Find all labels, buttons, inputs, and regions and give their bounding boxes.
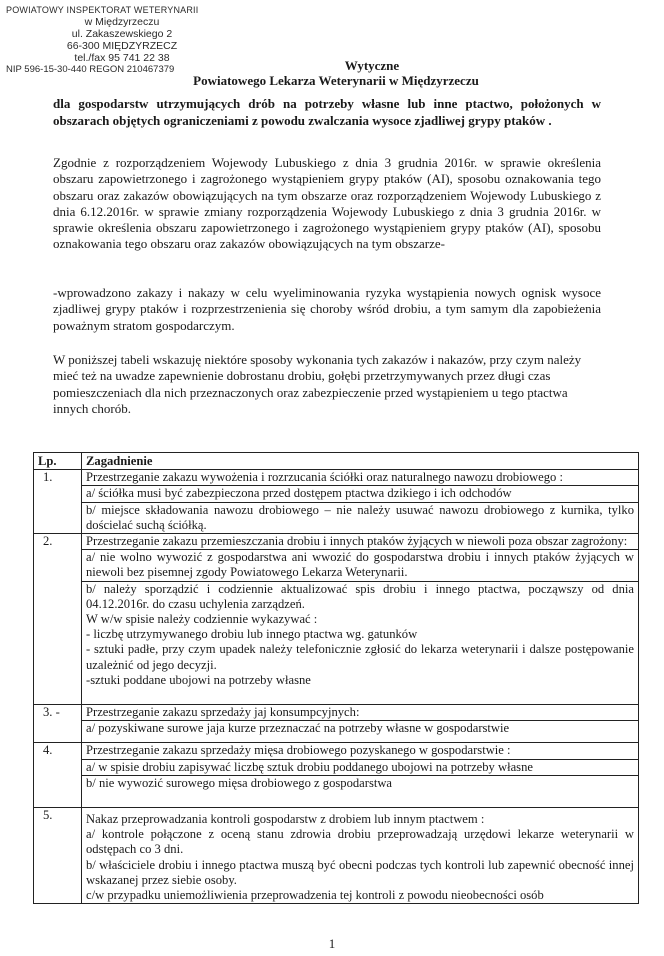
row-cell: Przestrzeganie zakazu przemieszczania drobiu i innych ptaków żyjących w niewoli poza obszar zagrożony: <box>82 534 639 550</box>
paragraph-purpose: -wprowadzono zakazy i nakazy w celu wyeliminowania ryzyka wystąpienia nowych ognisk wysoce zjadliwej grypy ptaków i rozprzestrzenienia się choroby wśród drobiu, a tym samym dla zapobieżenia poważnym stratom gospodarczym. <box>53 285 601 333</box>
stamp-line: 66-300 MIĘDZYRZECZ <box>66 40 178 52</box>
paragraph-table-intro: W poniższej tabeli wskazuję niektóre sposoby wykonania tych zakazów i nakazów, przy czym należy mieć też na uwadze zapewnienie dobrostanu drobiu, gołębi przetrzymywanych przez długi czas pomieszczeniach dla nich przeznaczonych oraz zabezpieczenie przed wystąpieniem u tego ptactwa innych chorób. <box>53 352 582 416</box>
guidelines-table <box>33 452 639 904</box>
document-authority: Powiatowego Lekarza Weterynarii w Międzyrzeczu <box>193 73 479 88</box>
table-row <box>34 808 639 904</box>
page-number: 1 <box>328 936 336 951</box>
row-cell: b/ miejsce składowania nawozu drobiowego – nie należy usuwać nawozu drobiowego z kurnika, tylko dościelać suchą ściółką. <box>82 502 639 533</box>
cell-line: c/w przypadku uniemożliwienia przeprowadzenia tej kontroli z powodu nieobecności osób <box>86 888 544 903</box>
row-number: 5. <box>34 808 82 904</box>
table-row <box>34 705 639 721</box>
row-cell <box>82 581 639 704</box>
list-item: - liczbę utrzymywanego drobiu lub innego ptactwa wg. gatunków <box>86 627 418 642</box>
table-row <box>34 759 639 775</box>
document-title: Wytyczne <box>344 58 400 73</box>
list-intro: W w/w spisie należy codziennie wykazywać : <box>86 612 318 627</box>
stamp-line: ul. Zakaszewskiego 2 <box>71 28 173 40</box>
row-cell: a/ w spisie drobiu zapisywać liczbę sztuk drobiu poddanego ubojowi na potrzeby własne <box>82 759 639 775</box>
row-number: 4. <box>34 743 82 808</box>
table-row <box>34 581 639 704</box>
cell-line: Nakaz przeprowadzania kontroli gospodarstw z drobiem lub innym ptactwem : <box>86 812 485 827</box>
list-item: - sztuki padłe, przy czym upadek należy telefonicznie zgłosić do lekarza weterynarii i dalsze postępowanie uzależnić od jego decyzji. <box>86 642 634 672</box>
row-cell: Przestrzeganie zakazu wywożenia i rozrzucania ściółki oraz naturalnego nawozu drobiowego : <box>82 470 639 486</box>
stamp-line: NIP 596-15-30-440 REGON 210467379 <box>6 64 175 75</box>
table-row <box>34 470 639 486</box>
row-cell: Przestrzeganie zakazu sprzedaży mięsa drobiowego pozyskanego w gospodarstwie : <box>82 743 639 759</box>
table-row <box>34 550 639 581</box>
row-number: 2. <box>34 534 82 705</box>
list-item: -sztuki poddane ubojowi na potrzeby własne <box>86 672 311 687</box>
cell-text: b/ należy sporządzić i codziennie aktualizować spis drobiu i innego ptactwa, począwszy od dnia 04.12.2016r. do czasu uchylenia zarządzeń. <box>86 581 634 611</box>
row-cell: a/ ściółka musi być zabezpieczona przed dostępem ptactwa dzikiego i ich odchodów <box>82 486 639 502</box>
document-subtitle: dla gospodarstw utrzymujących drób na potrzeby własne lub inne ptactwo, położonych w obszarach objętych ograniczeniami z powodu zwalczania wysoce zjadliwej grypy ptaków . <box>53 96 601 128</box>
header-topic: Zagadnienie <box>82 453 639 470</box>
cell-line: a/ kontrole połączone z oceną stanu zdrowia drobiu przeprowadzają urzędowi lekarze weterynarii w odstępach co 3 dni. <box>86 827 634 857</box>
table-header-row <box>34 453 639 470</box>
table-row <box>34 534 639 550</box>
table-row <box>34 743 639 759</box>
stamp-line: POWIATOWY INSPEKTORAT WETERYNARII <box>6 5 199 15</box>
stamp-line: tel./fax 95 741 22 38 <box>74 52 170 64</box>
table-row <box>34 775 639 807</box>
header-lp: Lp. <box>34 453 82 470</box>
table-row <box>34 486 639 502</box>
table-row <box>34 721 639 743</box>
table-row <box>34 502 639 533</box>
row-cell: a/ pozyskiwane surowe jaja kurze przeznaczać na potrzeby własne w gospodarstwie <box>82 721 639 743</box>
row-number: 3. - <box>34 705 82 743</box>
row-cell: b/ nie wywozić surowego mięsa drobiowego z gospodarstwa <box>82 775 639 807</box>
paragraph-intro: Zgodnie z rozporządzeniem Wojewody Lubuskiego z dnia 3 grudnia 2016r. w sprawie określenia obszaru zapowietrzonego i zagrożonego wystąpieniem grypy ptaków (AI), sposobu oznakowania tego obszaru oraz zakazów obowiązujących na tym obszarze oraz rozporządzeniem Wojewody Lubuskiego z dnia 6.12.2016r. w sprawie zmiany rozporządzenia Wojewody Lubuskiego z dnia 3 grudnia 2016r. w sprawie określenia obszaru zapowietrzonego i zagrożonego wystąpieniem grypy ptaków (AI), sposobu oznakowania tego obszaru oraz zakazów obowiązujących na tym obszarze- <box>53 155 601 252</box>
row-number: 1. <box>34 470 82 534</box>
row-cell <box>82 808 639 904</box>
cell-line: b/ właściciele drobiu i innego ptactwa muszą być obecni podczas tych kontroli lub zapewnić obecność innej wskazanej przez siebie osoby. <box>86 857 634 887</box>
row-cell: Przestrzeganie zakazu sprzedaży jaj konsumpcyjnych: <box>82 705 639 721</box>
stamp-line: w Międzyrzeczu <box>84 16 160 28</box>
row-cell: a/ nie wolno wywozić z gospodarstwa ani wwozić do gospodarstwa drobiu i innych ptaków żyjących w niewoli bez pisemnej zgody Powiatowego Lekarza Weterynarii. <box>82 550 639 581</box>
